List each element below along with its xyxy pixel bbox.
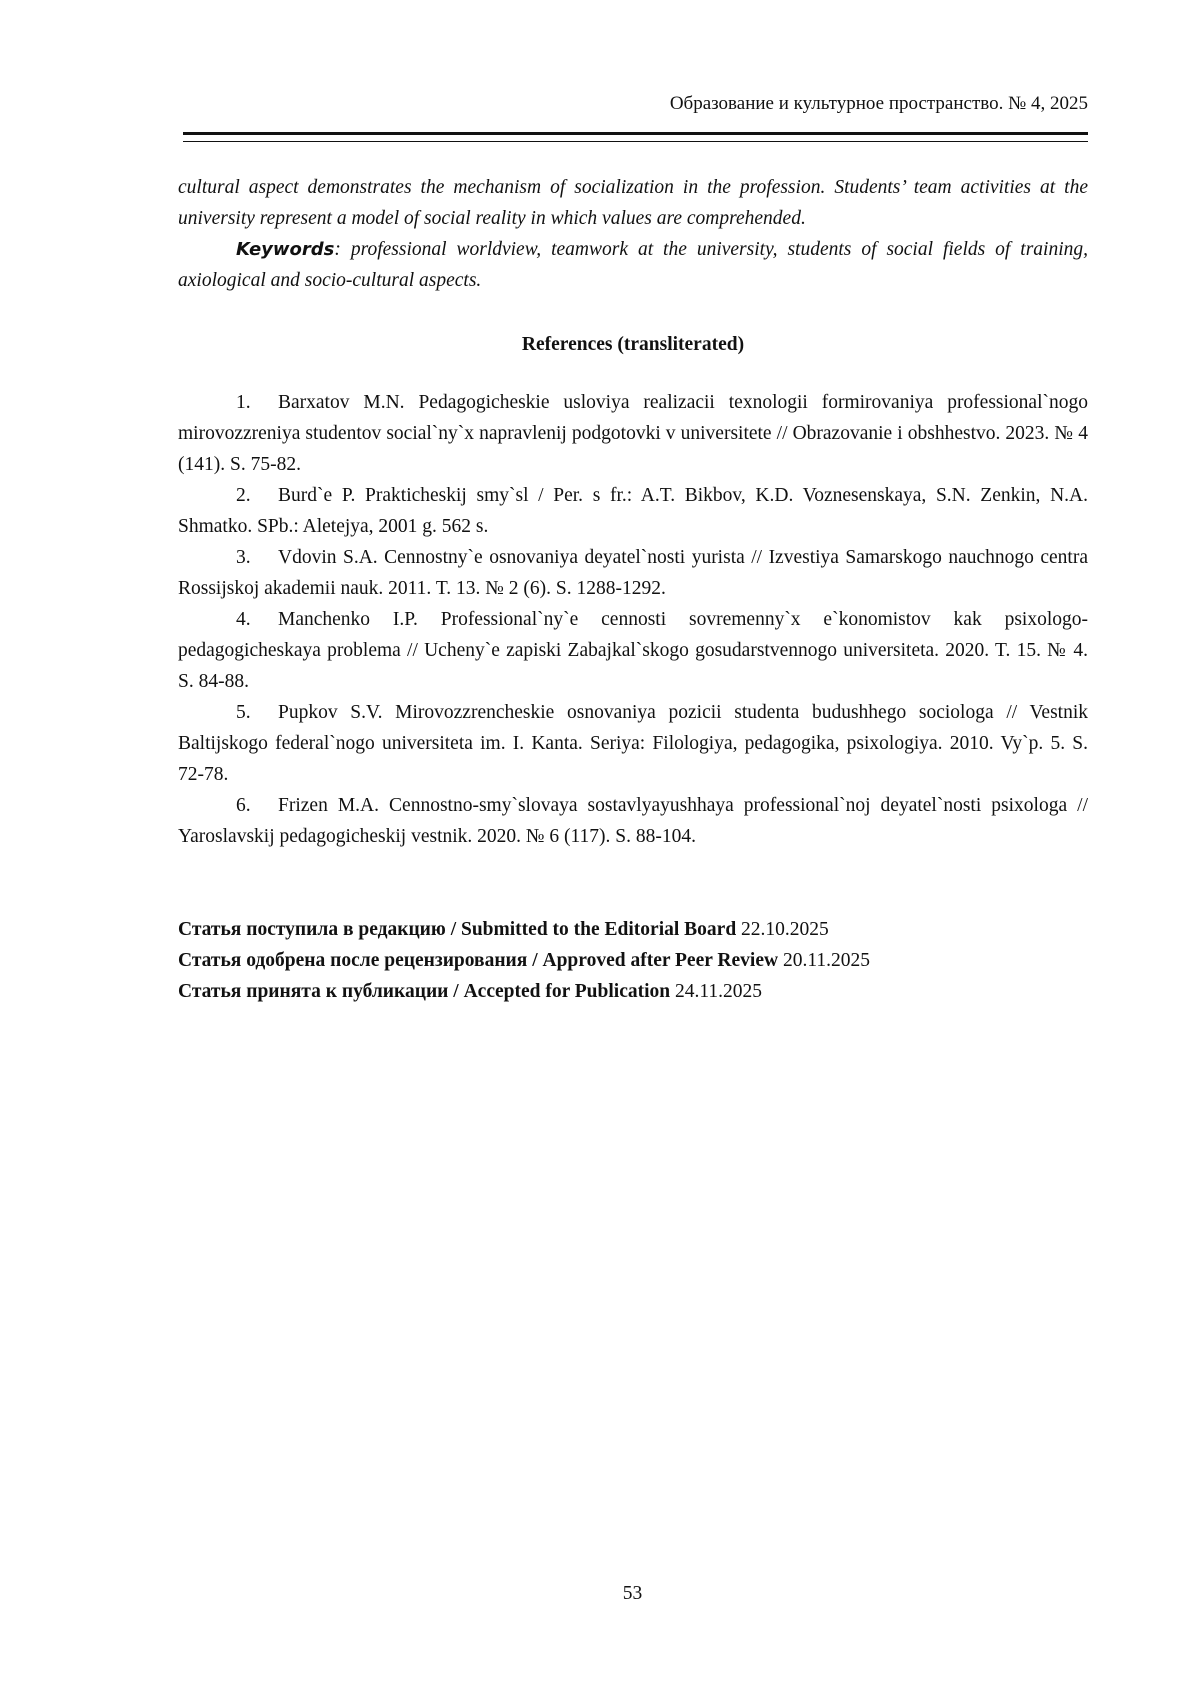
accepted-line xyxy=(178,976,1088,1007)
approved-date: 20.11.2025 xyxy=(782,950,870,971)
keywords-text: : professional worldview, teamwork at the university, students of social fields of training, axiological and socio-cultural aspects. xyxy=(178,239,1088,291)
publication-dates xyxy=(178,914,1088,1007)
references-heading: References (transliterated) xyxy=(521,334,745,355)
keywords-paragraph xyxy=(178,234,1088,296)
reference-number: 1. xyxy=(236,392,251,413)
reference-list xyxy=(178,387,1088,852)
reference-number: 3. xyxy=(236,547,251,568)
accepted-date: 24.11.2025 xyxy=(675,981,763,1002)
reference-item xyxy=(178,604,1088,697)
reference-item xyxy=(178,790,1088,852)
approved-line xyxy=(178,945,1088,976)
submitted-line xyxy=(178,914,1088,945)
submitted-label: Статья поступила в редакцию / Submitted to the Editorial Board xyxy=(178,919,737,940)
submitted-date: 22.10.2025 xyxy=(741,919,829,940)
reference-number: 4. xyxy=(236,609,251,630)
reference-item xyxy=(178,697,1088,790)
reference-number: 2. xyxy=(236,485,251,506)
reference-text: Vdovin S.A. Cennostny`e osnovaniya deyatel`nosti yurista // Izvestiya Samarskogo nauchnogo centra Rossijskoj akademii nauk. 2011. T. 13. № 2 (6). S. 1288-1292. xyxy=(178,547,1088,599)
page-number: 53 xyxy=(622,1583,643,1604)
reference-text: Burd`e P. Prakticheskij smy`sl / Per. s fr.: A.T. Bikbov, K.D. Voznesenskaya, S.N. Zenkin, N.A. Shmatko. SPb.: Aletejya, 2001 g. 562 s. xyxy=(178,485,1088,537)
page-body xyxy=(178,172,1088,1007)
header-double-rule xyxy=(183,132,1088,142)
keywords-label: Keywords xyxy=(236,239,335,260)
abstract-continuation: cultural aspect demonstrates the mechanism of socialization in the profession. Students’ team activities at the university represent a model of social reality in which values are comprehended. xyxy=(178,177,1088,229)
reference-number: 5. xyxy=(236,702,251,723)
reference-item xyxy=(178,542,1088,604)
reference-text: Manchenko I.P. Professional`ny`e cennosti sovremenny`x e`konomistov kak psixologo-pedagogicheskaya problema // Ucheny`e zapiski Zabajkal`skogo gosudarstvennogo universiteta. 2020. T. 15. № 4. S. 84-88. xyxy=(178,609,1088,692)
accepted-label: Статья принята к публикации / Accepted for Publication xyxy=(178,981,671,1002)
running-header: Образование и культурное пространство. № 4, 2025 xyxy=(669,93,1088,114)
reference-item xyxy=(178,387,1088,480)
reference-item xyxy=(178,480,1088,542)
reference-number: 6. xyxy=(236,795,251,816)
reference-text: Barxatov M.N. Pedagogicheskie usloviya realizacii texnologii formirovaniya professional`nogo mirovozzreniya studentov social`ny`x napravlenij podgotovki v universitete // Obrazovanie i obshhestvo. 2023. № 4 (141). S. 75-82. xyxy=(178,392,1088,475)
reference-text: Frizen M.A. Cennostno-smy`slovaya sostavlyayushhaya professional`noj deyatel`nosti psixologa // Yaroslavskij pedagogicheskij vestnik. 2020. № 6 (117). S. 88-104. xyxy=(178,795,1088,847)
reference-text: Pupkov S.V. Mirovozzrencheskie osnovaniya pozicii studenta budushhego sociologa // Vestnik Baltijskogo federal`nogo universiteta im. I. Kanta. Seriya: Filologiya, pedagogika, psixologiya. 2010. Vy`p. 5. S. 72-78. xyxy=(178,702,1088,785)
approved-label: Статья одобрена после рецензирования / Approved after Peer Review xyxy=(178,950,779,971)
